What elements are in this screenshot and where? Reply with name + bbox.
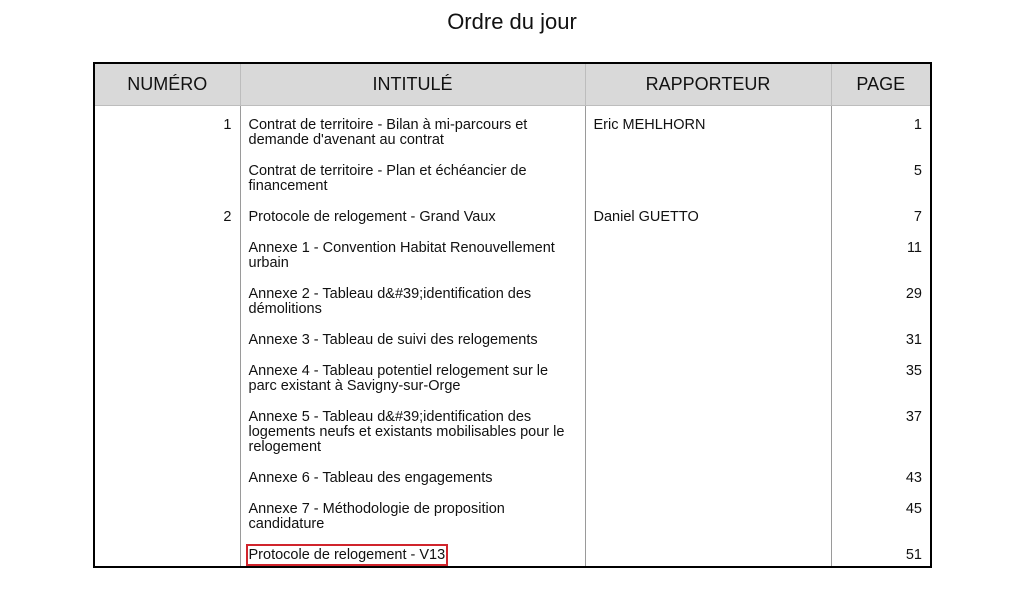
table-row [94, 364, 931, 410]
cell-page: 51 [831, 548, 931, 567]
table-row [94, 333, 931, 364]
cell-page: 11 [831, 241, 931, 287]
cell-intitule [240, 364, 585, 410]
cell-intitule [240, 548, 585, 567]
cell-page: 31 [831, 333, 931, 364]
table-row [94, 106, 931, 165]
cell-intitule [240, 333, 585, 364]
cell-intitule [240, 241, 585, 287]
intitule-link[interactable]: Annexe 5 - Tableau d&#39;identification des logements neufs et existants mobilisables pour le relogement [248, 409, 565, 455]
cell-numero [94, 548, 240, 567]
cell-page: 29 [831, 287, 931, 333]
table-row [94, 548, 931, 567]
cell-page: 35 [831, 364, 931, 410]
highlighted-link[interactable]: Protocole de relogement - V13 [248, 547, 446, 563]
intitule-link[interactable]: Annexe 3 - Tableau de suivi des relogements [248, 332, 538, 348]
cell-numero [94, 471, 240, 502]
intitule-link[interactable]: Annexe 4 - Tableau potentiel relogement sur le parc existant à Savigny-sur-Orge [248, 363, 549, 394]
cell-rapporteur [585, 548, 831, 567]
header-intitule: INTITULÉ [240, 63, 585, 106]
intitule-link[interactable]: Annexe 7 - Méthodologie de proposition candidature [248, 501, 505, 532]
cell-rapporteur [585, 471, 831, 502]
table-row [94, 287, 931, 333]
cell-numero [94, 241, 240, 287]
cell-page: 45 [831, 502, 931, 548]
table-row [94, 471, 931, 502]
cell-intitule [240, 410, 585, 471]
cell-page: 37 [831, 410, 931, 471]
cell-rapporteur [585, 364, 831, 410]
table-row [94, 502, 931, 548]
cell-numero [94, 287, 240, 333]
cell-numero: 1 [223, 117, 232, 133]
cell-rapporteur: Daniel GUETTO [585, 210, 831, 241]
header-numero: NUMÉRO [94, 63, 240, 106]
header-page: PAGE [831, 63, 931, 106]
cell-numero [94, 410, 240, 471]
table-row [94, 164, 931, 210]
cell-rapporteur [585, 502, 831, 548]
cell-numero [94, 502, 240, 548]
header-row [94, 63, 931, 106]
cell-page: 1 [831, 106, 931, 165]
cell-page: 43 [831, 471, 931, 502]
cell-page: 5 [831, 164, 931, 210]
intitule-link[interactable]: Protocole de relogement - Grand Vaux [248, 209, 496, 225]
cell-intitule [240, 164, 585, 210]
cell-numero [94, 333, 240, 364]
table-row [94, 210, 931, 241]
cell-intitule [240, 471, 585, 502]
intitule-link[interactable]: Annexe 1 - Convention Habitat Renouvellement urbain [248, 240, 555, 271]
cell-intitule [240, 106, 585, 165]
intitule-link[interactable]: Annexe 2 - Tableau d&#39;identification des démolitions [248, 286, 532, 317]
cell-numero [94, 164, 240, 210]
agenda-table [93, 62, 932, 568]
cell-intitule [240, 210, 585, 241]
table-row [94, 241, 931, 287]
cell-rapporteur [585, 410, 831, 471]
table-row [94, 410, 931, 471]
intitule-link[interactable]: Annexe 6 - Tableau des engagements [248, 470, 493, 486]
cell-numero: 2 [223, 209, 232, 225]
cell-intitule [240, 287, 585, 333]
cell-rapporteur: Eric MEHLHORN [585, 106, 831, 165]
cell-rapporteur [585, 241, 831, 287]
header-rapporteur: RAPPORTEUR [585, 63, 831, 106]
cell-rapporteur [585, 333, 831, 364]
page-title: Ordre du jour [447, 9, 577, 34]
cell-intitule [240, 502, 585, 548]
intitule-link[interactable]: Contrat de territoire - Plan et échéancier de financement [248, 163, 527, 194]
cell-page: 7 [831, 210, 931, 241]
cell-rapporteur [585, 164, 831, 210]
intitule-link[interactable]: Contrat de territoire - Bilan à mi-parcours et demande d'avenant au contrat [248, 117, 528, 148]
cell-numero [94, 364, 240, 410]
cell-rapporteur [585, 287, 831, 333]
